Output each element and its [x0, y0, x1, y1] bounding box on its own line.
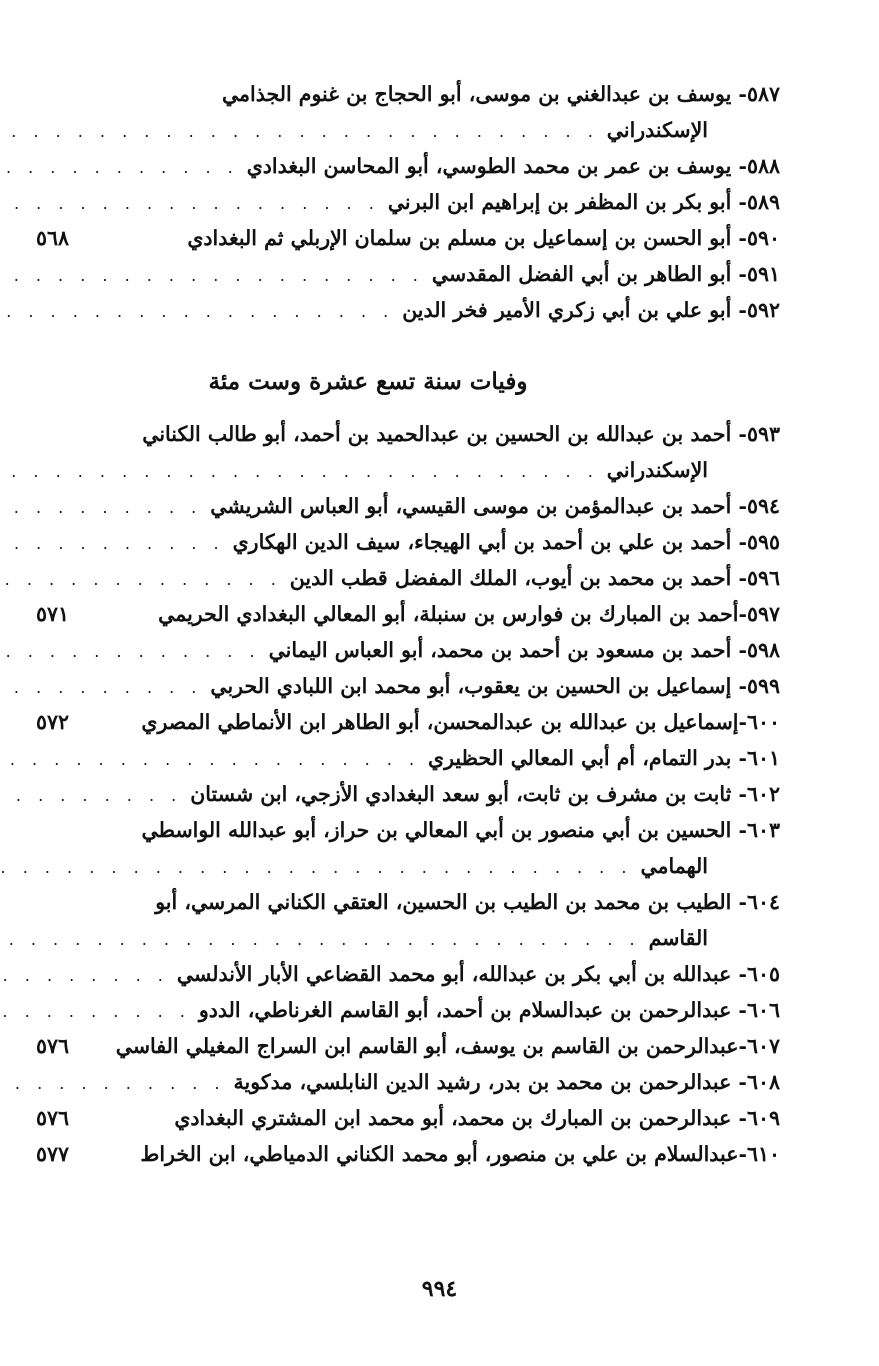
toc-entry	[36, 668, 780, 704]
toc-entry-text: ٥٩٢- أبو علي بن أبي زكري الأمير فخر الدين	[402, 298, 780, 322]
toc-entry-line	[36, 184, 780, 220]
toc-entry-text: ٥٩٤- أحمد بن عبدالمؤمن بن موسى القيسي، أبو العباس الشريشي	[210, 494, 780, 518]
toc-entry-line	[36, 596, 780, 632]
toc-entry	[36, 256, 780, 292]
toc-entry-line	[36, 416, 780, 452]
dot-leader	[0, 742, 420, 778]
toc-entry-line	[36, 776, 780, 812]
toc-entry	[36, 416, 780, 488]
toc-entry-text: ٦٠٣- الحسين بن أبي منصور بن أبي المعالي بن حراز، أبو عبدالله الواسطي	[141, 818, 780, 842]
toc-entry-text: ٥٩٥- أحمد بن علي بن أحمد بن أبي الهيجاء، سيف الدين الهكاري	[232, 530, 780, 554]
toc-entry-text: ٥٨٧- يوسف بن عبدالغني بن موسى، أبو الحجاج بن غنوم الجذامي	[221, 82, 780, 106]
toc-entry-line	[36, 76, 780, 112]
dot-leader	[0, 634, 261, 670]
dot-leader	[0, 186, 380, 222]
toc-entry	[36, 812, 780, 884]
dot-leader	[0, 922, 641, 958]
toc-entry-line	[36, 632, 780, 668]
toc-page-ref: ٥٦٨	[36, 226, 70, 250]
toc-entry-continuation	[36, 920, 780, 956]
toc-entry-line	[36, 1028, 780, 1064]
toc-entry-text: الإسكندراني	[606, 458, 708, 482]
dot-leader	[0, 258, 424, 294]
toc-entry-text: الهمامي	[640, 854, 708, 878]
toc-entry	[36, 220, 780, 256]
toc-entry-line	[36, 1100, 780, 1136]
toc-entry-text: ٥٩٣- أحمد بن عبدالله بن الحسين بن عبدالحميد بن أحمد، أبو طالب الكناني	[142, 422, 780, 446]
toc-entry-text: ٥٨٨- يوسف بن عمر بن محمد الطوسي، أبو المحاسن البغدادي	[246, 154, 780, 178]
toc-entry-line	[36, 740, 780, 776]
toc-entry	[36, 956, 780, 992]
toc-entry-line	[36, 812, 780, 848]
toc-entry-line	[36, 292, 780, 328]
toc-entry-line	[36, 884, 780, 920]
toc-entry-text: ٥٩٩- إسماعيل بن الحسين بن يعقوب، أبو محمد ابن اللبادي الحربي	[210, 674, 780, 698]
toc-entry-text: القاسم	[648, 926, 708, 950]
dot-leader	[0, 850, 632, 886]
toc-entry-line	[36, 956, 780, 992]
toc-entry	[36, 992, 780, 1028]
toc-entry	[36, 1028, 780, 1064]
dot-leader	[0, 994, 191, 1030]
toc-entry-line	[36, 992, 780, 1028]
toc-entry-line	[36, 148, 780, 184]
toc-entry	[36, 704, 780, 740]
dot-leader	[0, 670, 202, 706]
toc-entry-text: ٥٩٧-أحمد بن المبارك بن فوارس بن سنبلة، أبو المعالي البغدادي الحريمي	[158, 602, 780, 626]
toc-entry	[36, 632, 780, 668]
toc-entry	[36, 1064, 780, 1100]
toc-entry-text: ٥٩٠- أبو الحسن بن إسماعيل بن مسلم بن سلمان الإربلي ثم البغدادي	[187, 226, 780, 250]
toc-entry	[36, 184, 780, 220]
dot-leader	[0, 1066, 226, 1102]
dot-leader	[0, 490, 202, 526]
toc-entry	[36, 76, 780, 148]
toc-entry	[36, 1100, 780, 1136]
dot-leader	[0, 454, 599, 490]
toc-entry	[36, 148, 780, 184]
toc-page-ref: ٥٧٧	[36, 1142, 70, 1166]
dot-leader	[0, 114, 599, 150]
toc-entry	[36, 488, 780, 524]
toc-entry-text: ٥٩٨- أحمد بن مسعود بن أحمد بن محمد، أبو العباس اليماني	[268, 638, 780, 662]
section-heading: وفيات سنة تسع عشرة وست مئة	[208, 368, 528, 395]
toc-entry-text: ٥٨٩- أبو بكر بن المظفر بن إبراهيم ابن البرني	[387, 190, 780, 214]
toc-entry-text: ٦٠٤- الطيب بن محمد بن الطيب بن الحسين، العتقي الكناني المرسي، أبو	[155, 890, 780, 914]
toc-entry-line	[36, 220, 780, 256]
toc-entry-text: ٦٠٢- ثابت بن مشرف بن ثابت، أبو سعد البغدادي الأزجي، ابن شستان	[190, 782, 780, 806]
toc-entry-line	[36, 560, 780, 596]
toc-entry-text: ٦٠٠-إسماعيل بن عبدالله بن عبدالمحسن، أبو الطاهر ابن الأنماطي المصري	[141, 710, 780, 734]
dot-leader	[0, 562, 282, 598]
toc-entry-text: ٦٠٥- عبدالله بن أبي بكر بن عبدالله، أبو محمد القضاعي الأبار الأندلسي	[176, 962, 780, 986]
toc-section-1	[36, 76, 780, 328]
toc-entry	[36, 884, 780, 956]
toc-page-ref: ٥٧٢	[36, 710, 70, 734]
toc-entry-text: ٥٩١- أبو الطاهر بن أبي الفضل المقدسي	[431, 262, 780, 286]
dot-leader	[0, 958, 169, 994]
toc-entry-text: ٦٠٧-عبدالرحمن بن القاسم بن يوسف، أبو القاسم ابن السراج المغيلي الفاسي	[115, 1034, 780, 1058]
toc-entry-text: ٦٠٩- عبدالرحمن بن المبارك بن محمد، أبو محمد ابن المشتري البغدادي	[174, 1106, 780, 1130]
toc-entry-text: ٦٠٨- عبدالرحمن بن محمد بن بدر، رشيد الدين النابلسي، مدكوية	[233, 1070, 780, 1094]
toc-entry	[36, 776, 780, 812]
toc-entry-text: ٦٠١- بدر التمام، أم أبي المعالي الحظيري	[428, 746, 780, 770]
toc-entry-line	[36, 1136, 780, 1172]
toc-section-2	[36, 416, 780, 1172]
dot-leader	[0, 778, 182, 814]
toc-page-ref: ٥٧٦	[36, 1034, 70, 1058]
toc-entry-continuation	[36, 452, 780, 488]
toc-page-ref: ٥٧١	[36, 602, 70, 626]
toc-entry	[36, 1136, 780, 1172]
toc-entry-line	[36, 668, 780, 704]
toc-entry-line	[36, 488, 780, 524]
toc-entry-continuation	[36, 112, 780, 148]
toc-page-ref: ٥٧٦	[36, 1106, 70, 1130]
dot-leader	[0, 294, 394, 330]
toc-entry	[36, 524, 780, 560]
toc-entry-continuation	[36, 848, 780, 884]
toc-entry-text: الإسكندراني	[606, 118, 708, 142]
toc-entry	[36, 560, 780, 596]
toc-entry	[36, 596, 780, 632]
toc-entry	[36, 740, 780, 776]
toc-entry-text: ٥٩٦- أحمد بن محمد بن أيوب، الملك المفضل قطب الدين	[289, 566, 780, 590]
toc-entry-text: ٦٠٦- عبدالرحمن بن عبدالسلام بن أحمد، أبو القاسم الغرناطي، الددو	[198, 998, 780, 1022]
toc-entry	[36, 292, 780, 328]
toc-page	[36, 76, 780, 1172]
dot-leader	[0, 526, 225, 562]
toc-entry-line	[36, 704, 780, 740]
toc-entry-text: ٦١٠-عبدالسلام بن علي بن منصور، أبو محمد الكناني الدمياطي، ابن الخراط	[140, 1142, 780, 1166]
page-number: ٩٩٤	[421, 1276, 458, 1302]
toc-entry-line	[36, 524, 780, 560]
dot-leader	[0, 150, 239, 186]
toc-entry-line	[36, 256, 780, 292]
toc-entry-line	[36, 1064, 780, 1100]
